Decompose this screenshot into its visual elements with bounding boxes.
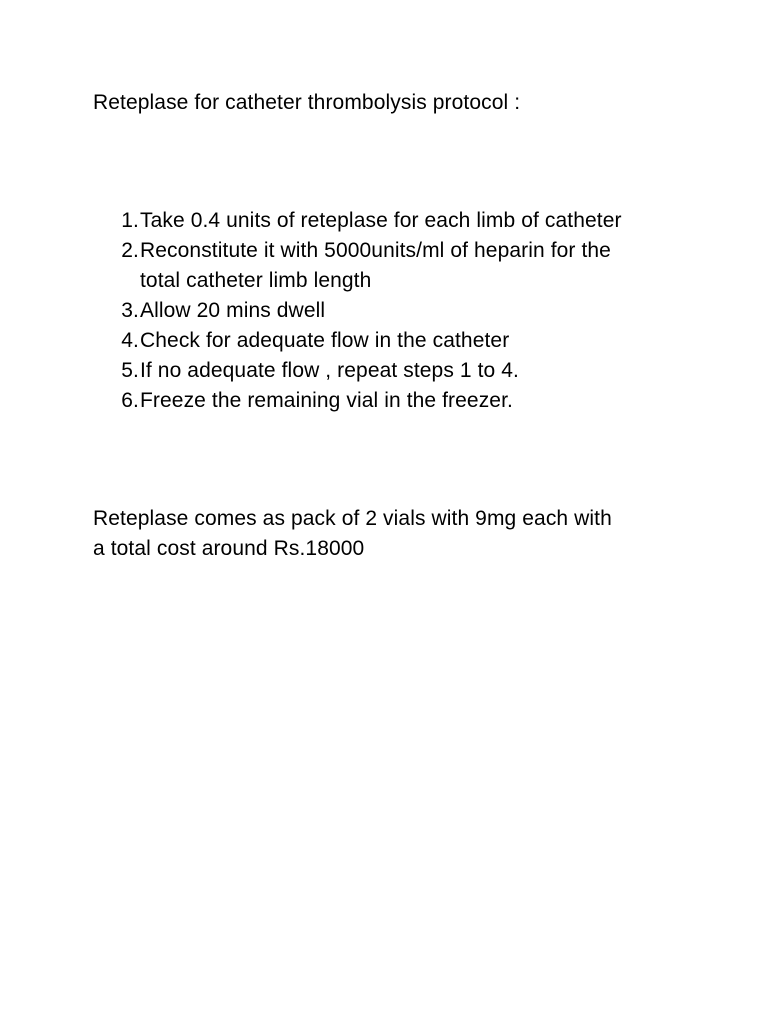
step-text: Check for adequate flow in the catheter xyxy=(140,329,510,352)
step-text: Reconstitute it with 5000units/ml of heparin for the total catheter limb length xyxy=(140,239,611,292)
step-number: 3. xyxy=(121,299,139,322)
step-number: 6. xyxy=(121,389,139,412)
cost-note-line: Reteplase comes as pack of 2 vials with 9mg each with xyxy=(93,507,612,530)
step-number: 2. xyxy=(121,239,139,262)
step-number: 4. xyxy=(121,329,139,352)
step-text: If no adequate flow , repeat steps 1 to 4. xyxy=(140,359,519,382)
list-item xyxy=(93,296,673,326)
step-text: Allow 20 mins dwell xyxy=(140,299,326,322)
protocol-steps-list xyxy=(93,206,673,416)
list-item xyxy=(93,356,673,386)
list-item xyxy=(93,206,673,236)
list-item xyxy=(93,236,673,296)
cost-note-line: a total cost around Rs.18000 xyxy=(93,537,365,560)
step-text: Freeze the remaining vial in the freezer. xyxy=(140,389,513,412)
list-item xyxy=(93,326,673,356)
step-number: 5. xyxy=(121,359,139,382)
step-text: Take 0.4 units of reteplase for each limb of catheter xyxy=(140,209,622,232)
step-number: 1. xyxy=(121,209,139,232)
list-item xyxy=(93,386,673,416)
page-title: Reteplase for catheter thrombolysis protocol : xyxy=(93,91,521,114)
cost-note xyxy=(93,504,673,564)
